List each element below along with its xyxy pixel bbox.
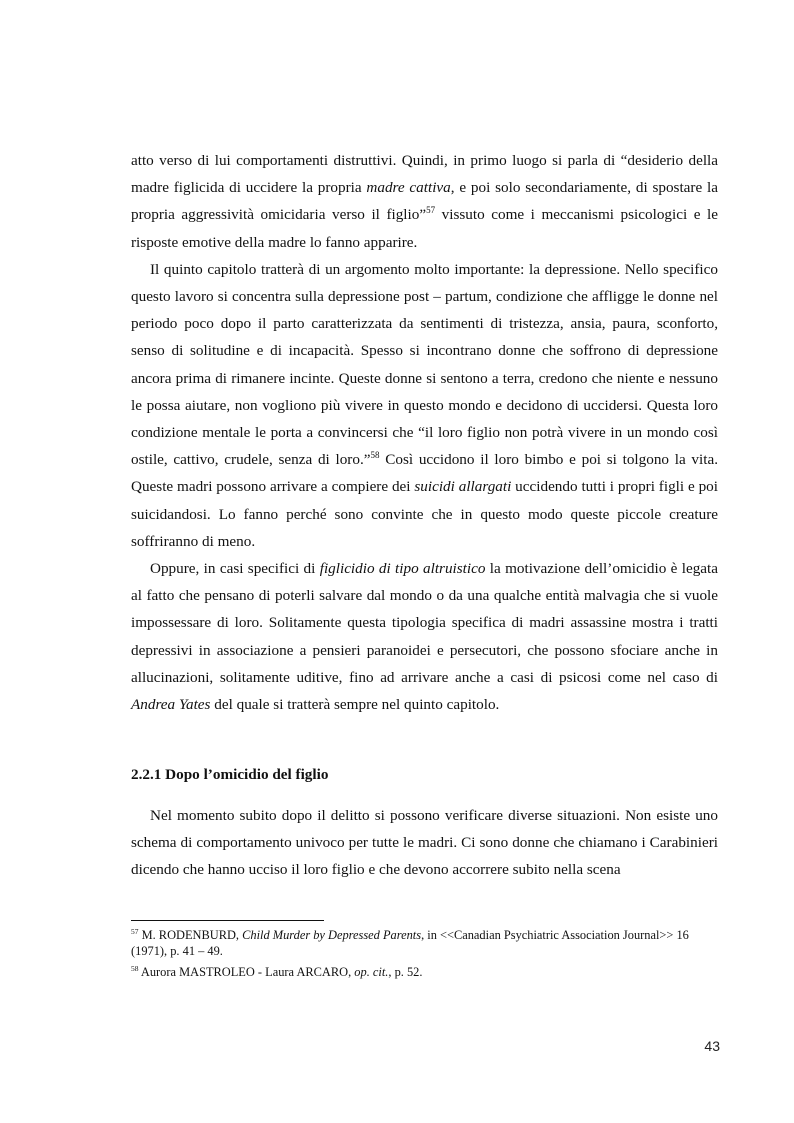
emphasis: suicidi allargati [414, 478, 512, 496]
paragraph: Il quinto capitolo tratterà di un argomento molto importante: la depressione. Nello specifico questo lavoro si concentra sulla depressione post – partum, condizione che affligge le donne nel periodo poco dopo il parto caratterizzata da sentimenti di tristezza, ansia, paura, sconforto, senso di solitudine e di incapacità. Spesso si incontrano donne che soffrono di depressione ancora prima di rimanere incinte. Queste donne si sentono a terra, credono che niente e nessuno le possa aiutare, non vogliono più vivere in questo mondo e decidono di uccidersi. Questa loro condizione mentale le porta a convincersi che “il loro figlio non potrà vivere in un mondo così ostile, cattivo, crudele, senza di loro.”$^{58}$ Così uccidono il loro bimbo e poi si tolgono la vita. Queste madri possono arrivare a compiere dei suicidi allargati uccidendo tutti i propri figli e poi suicidandosi. Lo fanno perché sono convinte che in questo modo queste piccole creature soffriranno di meno. [131, 260, 718, 550]
paragraph: Oppure, in casi specifici di figlicidio di tipo altruistico la motivazione dell’omicidio è legata al fatto che pensano di poterli salvare dal mondo o da una qualche entità malvagia che si vuole impossessare di loro. Solitamente questa tipologia specifica di madri assassine mostra i tratti depressivi in associazione a pensieri paranoidei e persecutori, che possono sfociare anche in allucinazioni, solitamente uditive, fino ad arrivare anche a casi di psicosi come nel caso di Andrea Yates del quale si tratterà sempre nel quinto capitolo. [131, 560, 718, 714]
footnote-number: 58 [131, 963, 139, 973]
footnotes [131, 927, 721, 985]
body-text [131, 802, 718, 884]
emphasis: figlicidio di tipo altruistico [319, 560, 486, 578]
footnote-ref: 58 [370, 450, 380, 461]
section-heading: 2.2.1 Dopo l’omicidio del figlio [131, 766, 329, 783]
paragraph: atto verso di lui comportamenti distruttivi. Quindi, in primo luogo si parla di “desiderio della madre figlicida di uccidere la propria madre cattiva, e poi solo secondariamente, di spostare la propria aggressività omicidaria verso il figlio”$^{57}$ vissuto come i meccanismi psicologici e le risposte emotive della madre lo fanno apparire. [131, 152, 718, 251]
emphasis: madre cattiva [366, 179, 451, 197]
footnote-title: Child Murder by Depressed Parents [242, 928, 422, 942]
footnote: $^{58}$ Aurora MASTROLEO - Laura ARCARO, op. cit., p. 52. [131, 963, 423, 979]
footnote: $^{57}$ M. RODENBURD, Child Murder by Depressed Parents, in <<Canadian Psychiatric Association Journal>> 16 (1971), p. 41 – 49. [131, 926, 689, 958]
emphasis: Andrea Yates [131, 696, 211, 714]
footnote-title: op. cit. [354, 965, 389, 979]
body-text [131, 147, 718, 718]
page-number: 43 [704, 1038, 720, 1054]
footnote-divider [131, 920, 324, 921]
footnote-number: 57 [131, 926, 139, 936]
paragraph: Nel momento subito dopo il delitto si possono verificare diverse situazioni. Non esiste uno schema di comportamento univoco per tutte le madri. Ci sono donne che chiamano i Carabinieri dicendo che hanno ucciso il loro figlio e che devono accorrere subito nella scena [131, 807, 718, 879]
footnote-ref: 57 [426, 205, 436, 216]
